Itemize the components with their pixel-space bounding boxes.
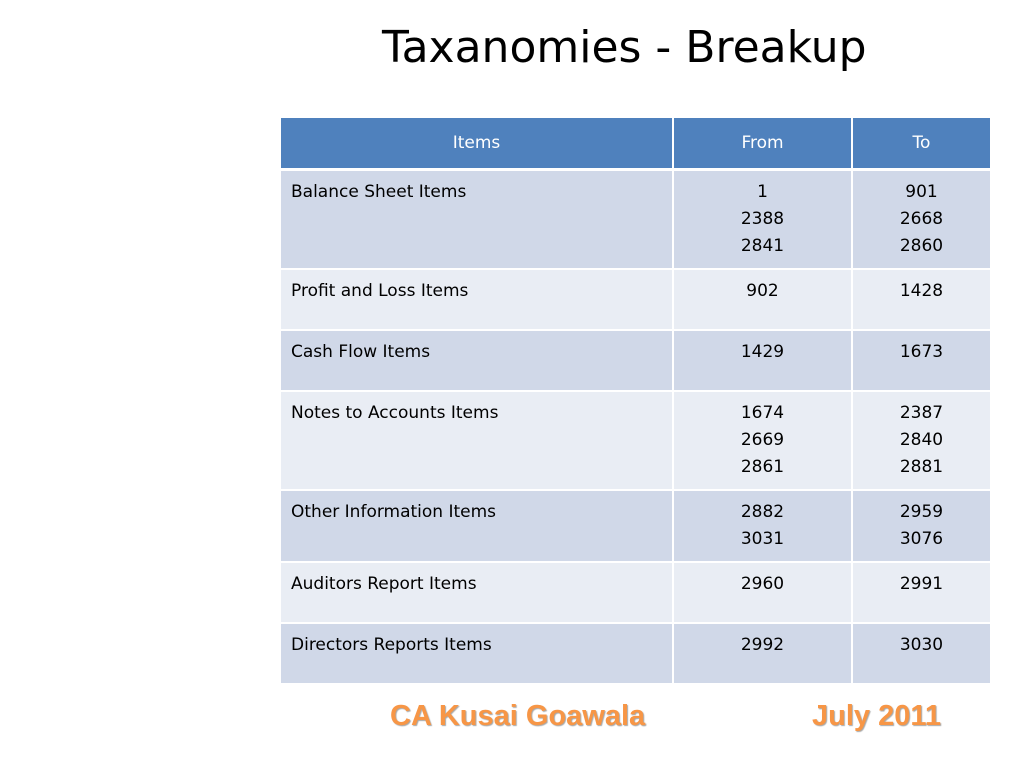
footer-date: July 2011 [812, 700, 941, 732]
to-cell [852, 623, 990, 684]
to-cell [852, 562, 990, 623]
to-value: 2881 [899, 457, 944, 477]
table-row [281, 391, 990, 490]
item-name-cell: Directors Reports Items [281, 623, 673, 684]
from-cell [673, 562, 852, 623]
item-name-cell: Notes to Accounts Items [281, 391, 673, 490]
from-cell [673, 391, 852, 490]
to-value: 3030 [899, 635, 944, 655]
item-name-cell: Other Information Items [281, 490, 673, 562]
table-row [281, 170, 990, 270]
from-cell [673, 330, 852, 391]
table-header-row [281, 118, 990, 170]
to-cell [852, 391, 990, 490]
column-header-items: Items [281, 118, 673, 170]
footer-author: CA Kusai Goawala [390, 700, 646, 732]
to-value: 2387 [899, 403, 944, 423]
to-cell [852, 170, 990, 270]
from-value: 902 [746, 281, 779, 301]
from-value: 2388 [740, 209, 785, 229]
table-row [281, 490, 990, 562]
to-value: 2668 [899, 209, 944, 229]
item-name-cell: Balance Sheet Items [281, 170, 673, 270]
table-row [281, 269, 990, 330]
to-cell [852, 490, 990, 562]
to-cell [852, 269, 990, 330]
to-value: 1673 [899, 342, 944, 362]
item-name-cell: Cash Flow Items [281, 330, 673, 391]
column-header-to: To [852, 118, 990, 170]
from-value: 2841 [740, 236, 785, 256]
from-cell [673, 623, 852, 684]
from-cell [673, 170, 852, 270]
from-value: 1429 [740, 342, 785, 362]
to-value: 2840 [899, 430, 944, 450]
table-row [281, 562, 990, 623]
to-value: 1428 [899, 281, 944, 301]
to-value: 901 [905, 182, 938, 202]
column-header-from: From [673, 118, 852, 170]
from-value: 2669 [740, 430, 785, 450]
to-value: 2860 [899, 236, 944, 256]
table-row [281, 330, 990, 391]
to-value: 2959 [899, 502, 944, 522]
from-cell [673, 490, 852, 562]
taxonomy-table [281, 118, 990, 685]
to-value: 3076 [899, 529, 944, 549]
item-name-cell: Profit and Loss Items [281, 269, 673, 330]
to-cell [852, 330, 990, 391]
slide-title: Taxanomies - Breakup [382, 22, 867, 73]
from-cell [673, 269, 852, 330]
from-value: 2861 [740, 457, 785, 477]
from-value: 2960 [740, 574, 785, 594]
from-value: 2882 [740, 502, 785, 522]
to-value: 2991 [899, 574, 944, 594]
from-value: 3031 [740, 529, 785, 549]
table-row [281, 623, 990, 684]
item-name-cell: Auditors Report Items [281, 562, 673, 623]
from-value: 2992 [740, 635, 785, 655]
from-value: 1 [757, 182, 768, 202]
from-value: 1674 [740, 403, 785, 423]
